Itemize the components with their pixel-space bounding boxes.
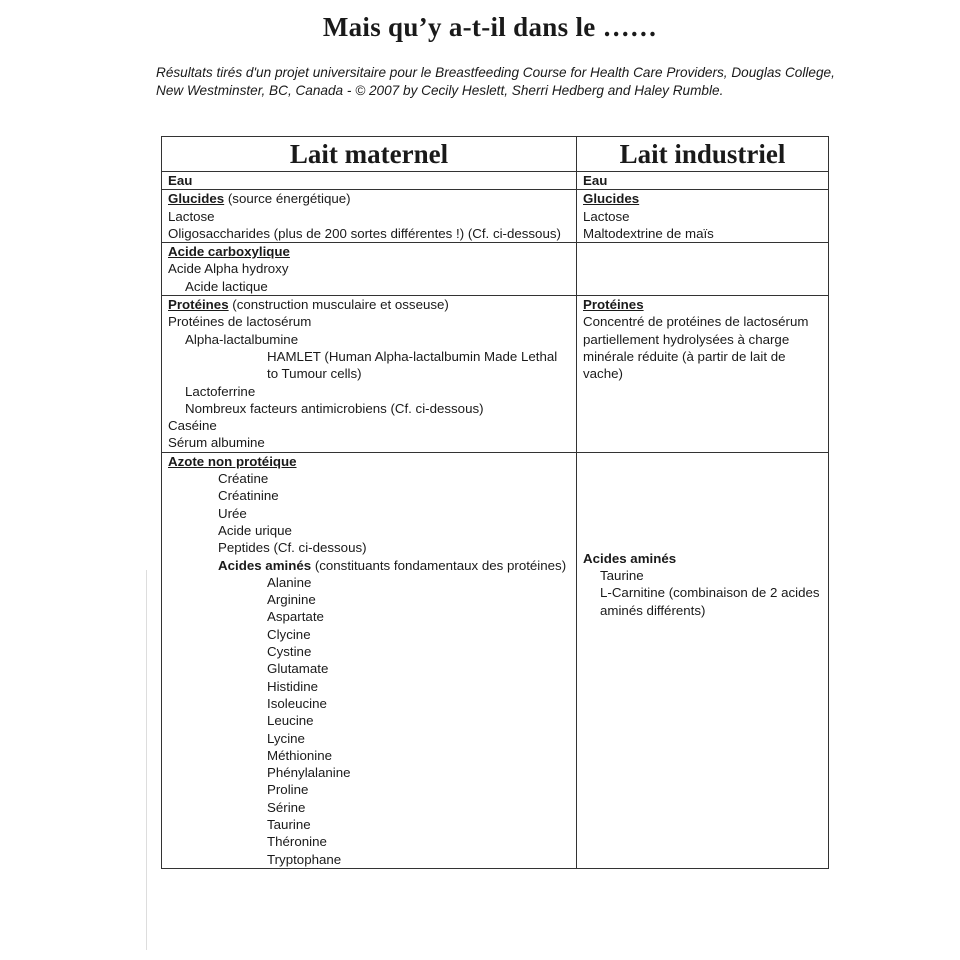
list-item [168, 400, 570, 417]
item-text: Méthionine [267, 747, 333, 763]
item-text: Sérine [267, 799, 306, 815]
item-text: Isoleucine [267, 695, 327, 711]
formula-cell [577, 190, 829, 243]
list-item [168, 278, 570, 295]
heading-label: Azote non protéique [168, 453, 297, 469]
list-item [168, 816, 570, 833]
intro-text: Résultats tirés d'un projet universitaire pour le Breastfeeding Course for Health Care Providers, Douglas College, New Westminster, BC, Canada - © 2007 by Cecily Heslett, Sherri Hedberg and Haley Rumble. [156, 65, 835, 98]
item-text: Protéines de lactosérum [168, 314, 312, 330]
table-row [162, 296, 829, 453]
formula-cell [577, 243, 829, 296]
list-item [168, 539, 570, 556]
list-item [168, 417, 570, 434]
list-item [168, 225, 570, 242]
list-item [168, 383, 570, 400]
heading-label: Acide carboxylique [168, 244, 290, 260]
list-item [168, 574, 570, 591]
list-item [168, 799, 570, 816]
list-item [583, 313, 822, 382]
section-heading [583, 296, 822, 313]
section-heading [168, 190, 570, 207]
heading-label: Acides aminés [218, 557, 312, 573]
item-text: Lactoferrine [185, 383, 256, 399]
list-item [168, 747, 570, 764]
list-item [583, 225, 822, 242]
item-text: Arginine [267, 592, 316, 608]
heading-label: Eau [583, 173, 608, 188]
table-row [162, 243, 829, 296]
item-text: Glutamate [267, 661, 329, 677]
comparison-table [161, 136, 829, 869]
heading-label: Protéines [168, 297, 229, 313]
section-heading [168, 296, 570, 313]
section-heading [168, 557, 570, 574]
item-text: Histidine [267, 678, 318, 694]
table-header-row [162, 137, 829, 172]
list-item [168, 591, 570, 608]
page-edge [146, 570, 147, 950]
item-text: Créatinine [218, 488, 279, 504]
formula-cell [577, 172, 829, 190]
item-text: Concentré de protéines de lactosérum partiellement hydrolysées à charge minérale réduite (à partir de lait de vache) [583, 314, 809, 382]
item-text: Urée [218, 505, 247, 521]
list-item [168, 730, 570, 747]
table-row [162, 452, 829, 868]
table-row [162, 172, 829, 190]
item-text: Aspartate [267, 609, 324, 625]
list-item [168, 678, 570, 695]
item-text: Cystine [267, 644, 312, 660]
list-item [168, 208, 570, 225]
list-item [168, 781, 570, 798]
list-item [168, 712, 570, 729]
breast-milk-cell [162, 243, 577, 296]
list-item [168, 851, 570, 868]
item-text: Leucine [267, 713, 314, 729]
section-heading [168, 243, 570, 260]
list-item [168, 487, 570, 504]
section-heading [168, 172, 570, 189]
list-item [168, 643, 570, 660]
item-text: Taurine [267, 816, 311, 832]
item-text: Alanine [267, 574, 312, 590]
list-item [168, 331, 570, 348]
item-text: Lactose [168, 208, 215, 224]
heading-label: Glucides [583, 191, 640, 207]
item-text: Acide urique [218, 522, 292, 538]
heading-label: Protéines [583, 297, 644, 313]
heading-label: Glucides [168, 191, 225, 207]
list-item [168, 470, 570, 487]
list-item [168, 608, 570, 625]
column-header-formula: Lait industriel [577, 137, 829, 172]
item-text: (construction musculaire et osseuse) [228, 297, 449, 313]
list-item [168, 505, 570, 522]
list-item [168, 626, 570, 643]
section-heading [583, 172, 822, 189]
item-text: Phénylalanine [267, 765, 351, 781]
item-text: Caséine [168, 418, 217, 434]
column-header-breast-milk: Lait maternel [162, 137, 577, 172]
list-item [168, 260, 570, 277]
list-item [583, 584, 822, 619]
list-item [168, 660, 570, 677]
item-text: Lactose [583, 208, 630, 224]
formula-cell [577, 296, 829, 453]
document-title: Mais qu’y a-t-il dans le …… [322, 12, 658, 42]
item-text: Peptides (Cf. ci-dessous) [218, 540, 367, 556]
list-item [168, 764, 570, 781]
item-text: (constituants fondamentaux des protéines) [311, 557, 567, 573]
breast-milk-cell [162, 190, 577, 243]
breast-milk-cell [162, 452, 577, 868]
section-heading [168, 453, 570, 470]
section-heading [583, 190, 822, 207]
item-text: Alpha-lactalbumine [185, 331, 299, 347]
item-text: Lycine [267, 730, 305, 746]
item-text: Maltodextrine de maïs [583, 225, 714, 241]
formula-cell [577, 452, 829, 868]
list-item [583, 208, 822, 225]
item-text: Proline [267, 782, 309, 798]
item-text: Acide Alpha hydroxy [168, 261, 289, 277]
breast-milk-cell [162, 296, 577, 453]
item-text: HAMLET (Human Alpha-lactalbumin Made Lethal to Tumour cells) [267, 348, 558, 382]
list-item [168, 695, 570, 712]
item-text: Théronine [267, 834, 327, 850]
breast-milk-cell [162, 172, 577, 190]
item-text: Taurine [600, 568, 644, 584]
list-item [168, 522, 570, 539]
table-row [162, 190, 829, 243]
item-text: Clycine [267, 626, 311, 642]
item-text: Oligosaccharides (plus de 200 sortes différentes !) (Cf. ci-dessous) [168, 225, 561, 241]
item-text: Sérum albumine [168, 435, 265, 451]
section-heading [583, 550, 822, 567]
list-item [168, 833, 570, 850]
item-text: Créatine [218, 471, 269, 487]
heading-label: Eau [168, 173, 193, 188]
item-text: Tryptophane [267, 851, 342, 867]
item-text: (source énergétique) [224, 191, 351, 207]
list-item [583, 567, 822, 584]
list-item [168, 348, 570, 383]
list-item [168, 313, 570, 330]
list-item [168, 434, 570, 451]
item-text: Nombreux facteurs antimicrobiens (Cf. ci-dessous) [185, 400, 484, 416]
item-text: L-Carnitine (combinaison de 2 acides aminés différents) [600, 585, 820, 618]
heading-label: Acides aminés [583, 550, 677, 566]
item-text: Acide lactique [185, 278, 268, 294]
